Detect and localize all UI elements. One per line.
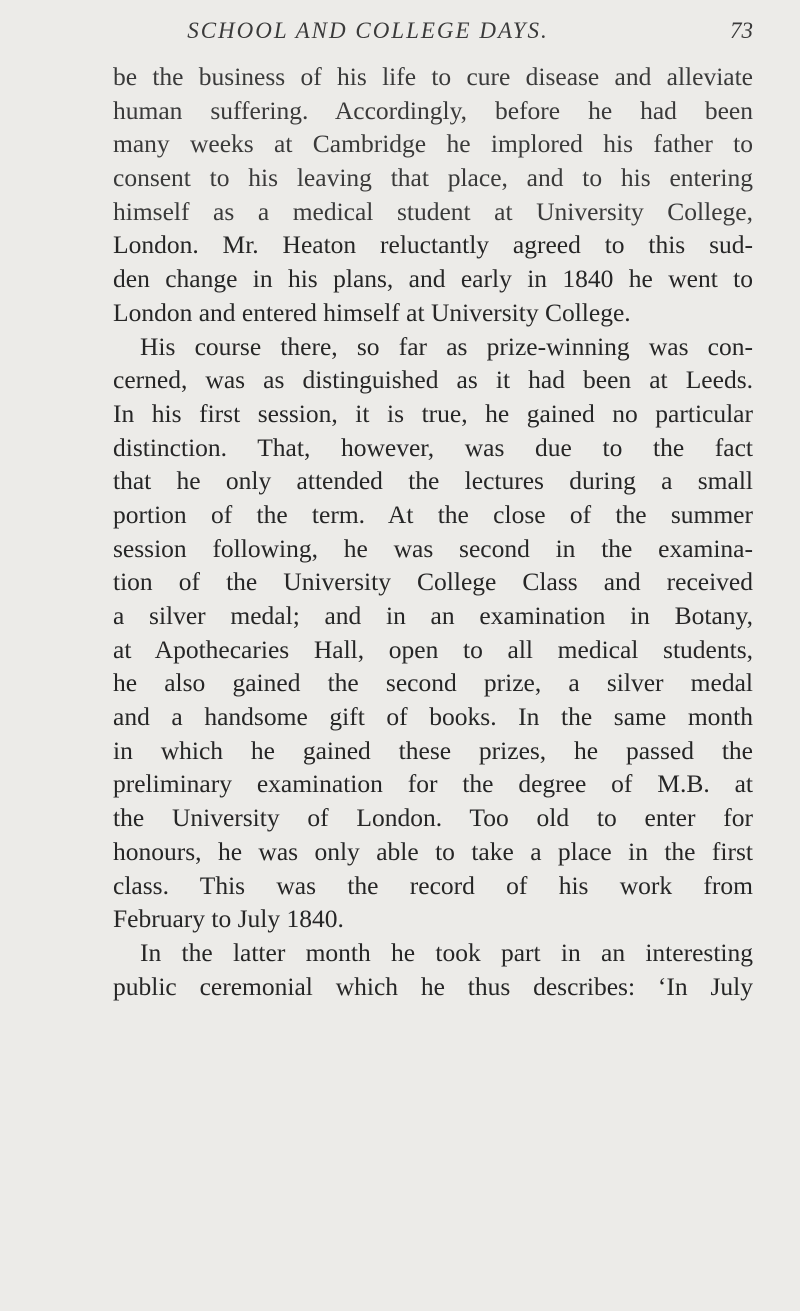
text-line: session following, he was second in the examina-	[113, 533, 753, 563]
paragraph-start-line: His course there, so far as prize-winning was con-	[140, 331, 753, 361]
page-number: 73	[730, 18, 753, 43]
text-line: preliminary examination for the degree of M.B. at	[113, 769, 753, 799]
text-line: portion of the term. At the close of the summer	[113, 499, 753, 529]
text-line: a silver medal; and in an examination in Botany,	[113, 601, 753, 630]
text-line: be the business of his life to cure disease and alleviate	[113, 62, 753, 91]
text-line: many weeks at Cambridge he implored his father to	[113, 129, 753, 159]
text-line: human suffering. Accordingly, before he had been	[113, 95, 753, 125]
text-line: distinction. That, however, was due to the fact	[113, 432, 753, 462]
text-line: London. Mr. Heaton reluctantly agreed to this sud-	[113, 230, 753, 260]
text-line: the University of London. Too old to enter for	[113, 803, 753, 833]
text-line: public ceremonial which he thus describes: ‘In July	[113, 971, 753, 1001]
body-text	[113, 60, 753, 1003]
text-line: and a handsome gift of books. In the same month	[113, 702, 753, 732]
paragraph-start-line: In the latter month he took part in an interesting	[140, 937, 753, 967]
text-line: that he only attended the lectures during a small	[113, 466, 753, 496]
text-line: cerned, was as distinguished as it had been at Leeds.	[113, 365, 753, 395]
text-line: den change in his plans, and early in 1840 he went to	[113, 264, 753, 294]
running-head	[113, 14, 753, 54]
text-line: himself as a medical student at University College,	[113, 196, 753, 226]
text-line: consent to his leaving that place, and to his entering	[113, 163, 753, 193]
text-line: In his first session, it is true, he gained no particular	[113, 398, 753, 428]
text-line: honours, he was only able to take a place in the first	[113, 836, 753, 866]
running-title: SCHOOL AND COLLEGE DAYS.	[187, 18, 549, 43]
text-line: tion of the University College Class and received	[113, 567, 753, 597]
text-line: class. This was the record of his work from	[113, 870, 753, 900]
text-line: he also gained the second prize, a silver medal	[113, 668, 753, 698]
text-line: at Apothecaries Hall, open to all medical students,	[113, 634, 753, 664]
text-line: February to July 1840.	[113, 904, 344, 934]
text-line: in which he gained these prizes, he passed the	[113, 735, 753, 765]
text-line: London and entered himself at University College.	[113, 297, 631, 327]
